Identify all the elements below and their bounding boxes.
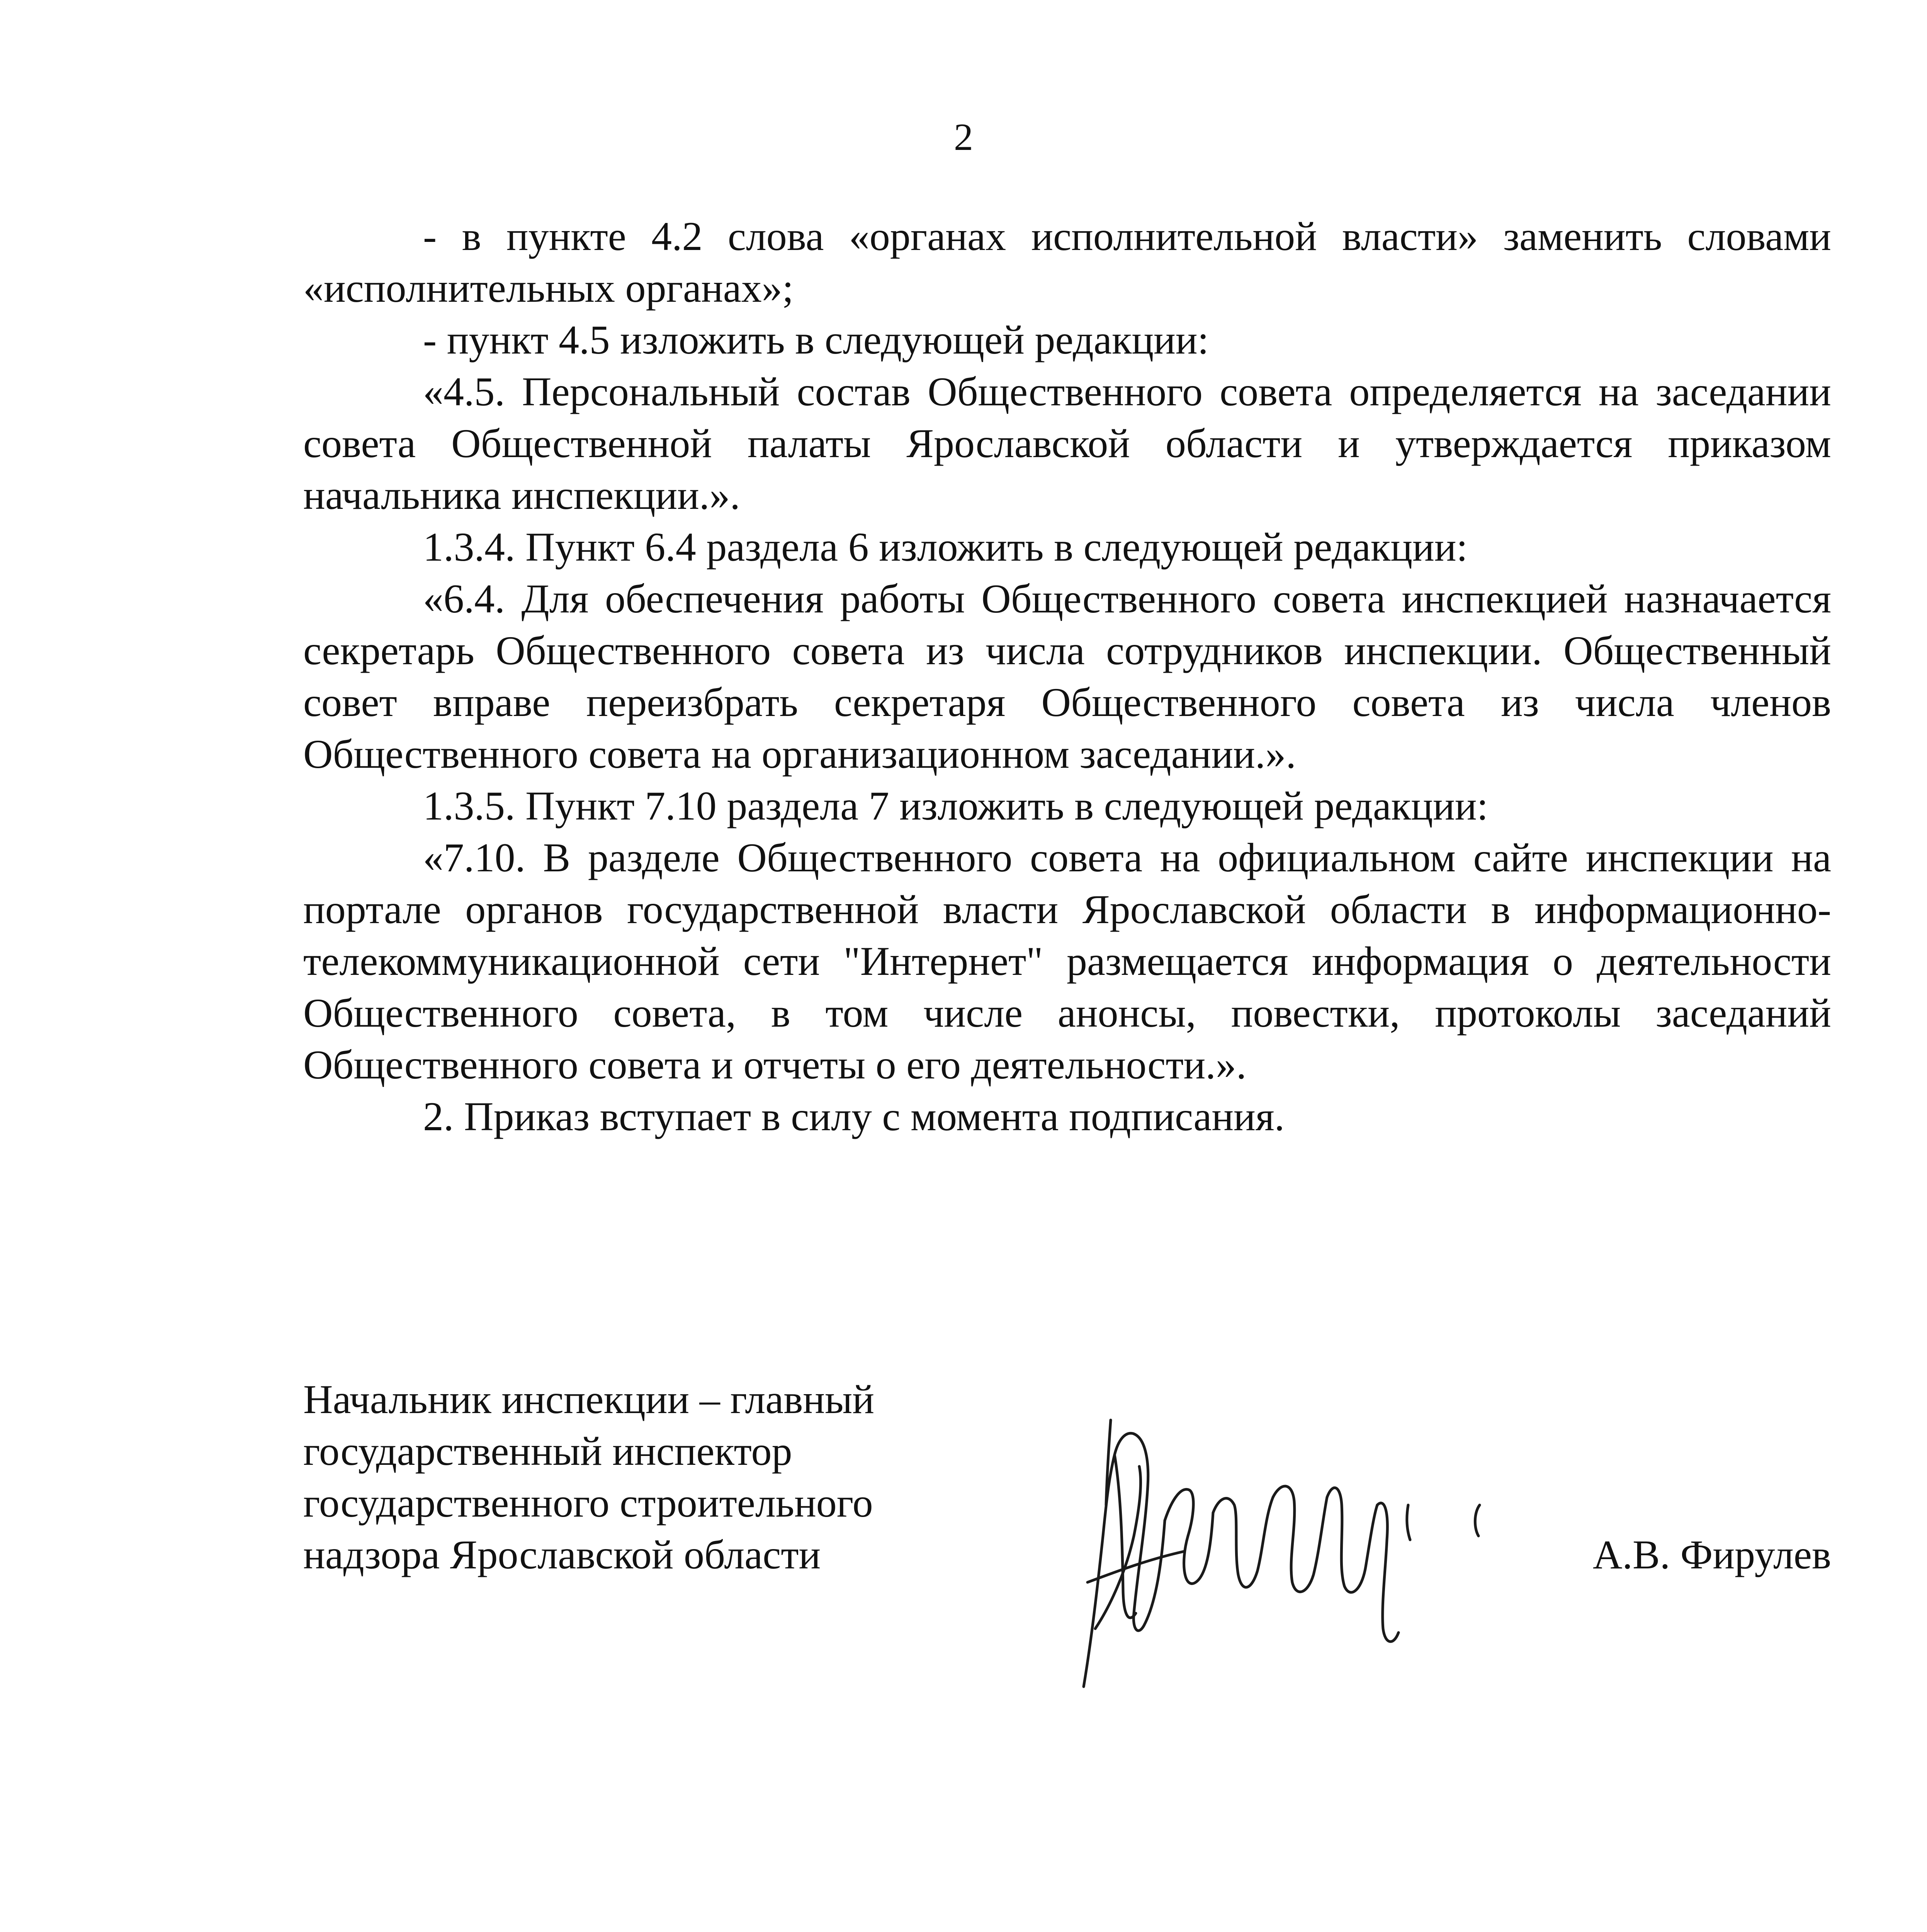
signatory-position-line: государственный инспектор bbox=[303, 1429, 792, 1474]
paragraph: 1.3.4. Пункт 6.4 раздела 6 изложить в следующей редакции: bbox=[423, 524, 1468, 570]
signature-block bbox=[303, 1374, 1831, 1702]
paragraph: «4.5. Персональный состав Общественного совета определяется на заседании совета Общественной палаты Ярославской области и утверждается приказом начальника инспекции.». bbox=[303, 369, 1831, 518]
paragraph: - в пункте 4.2 слова «органах исполнительной власти» заменить словами «исполнительных органах»; bbox=[303, 214, 1831, 311]
paragraph: «7.10. В разделе Общественного совета на официальном сайте инспекции на портале органов государственной власти Ярославской области в информационно-телекоммуникационной сети "Интернет" размещается информация о деятельности Общественного совета, в том числе анонсы, повестки, протоколы заседаний Общественного совета и отчеты о его деятельности.». bbox=[303, 835, 1831, 1087]
paragraph: - пункт 4.5 изложить в следующей редакции: bbox=[423, 317, 1209, 362]
paragraph: 1.3.5. Пункт 7.10 раздела 7 изложить в следующей редакции: bbox=[423, 783, 1489, 828]
document-body bbox=[303, 211, 1831, 1143]
signatory-position-line: надзора Ярославской области bbox=[303, 1532, 821, 1577]
signatory-position-line: государственного строительного bbox=[303, 1480, 873, 1526]
handwritten-signature bbox=[1057, 1389, 1578, 1698]
signatory-name: А.В. Фирулев bbox=[1592, 1532, 1831, 1577]
paragraph: «6.4. Для обеспечения работы Общественного совета инспекцией назначается секретарь Общественного совета из числа сотрудников инспекции. Общественный совет вправе переизбрать секретаря Общественного совета из числа членов Общественного совета на организационном заседании.». bbox=[303, 576, 1831, 777]
signatory-position bbox=[303, 1374, 1076, 1581]
page-number: 2 bbox=[954, 116, 973, 158]
paragraph: 2. Приказ вступает в силу с момента подписания. bbox=[423, 1094, 1285, 1139]
signatory-position-line: Начальник инспекции – главный bbox=[303, 1377, 875, 1422]
